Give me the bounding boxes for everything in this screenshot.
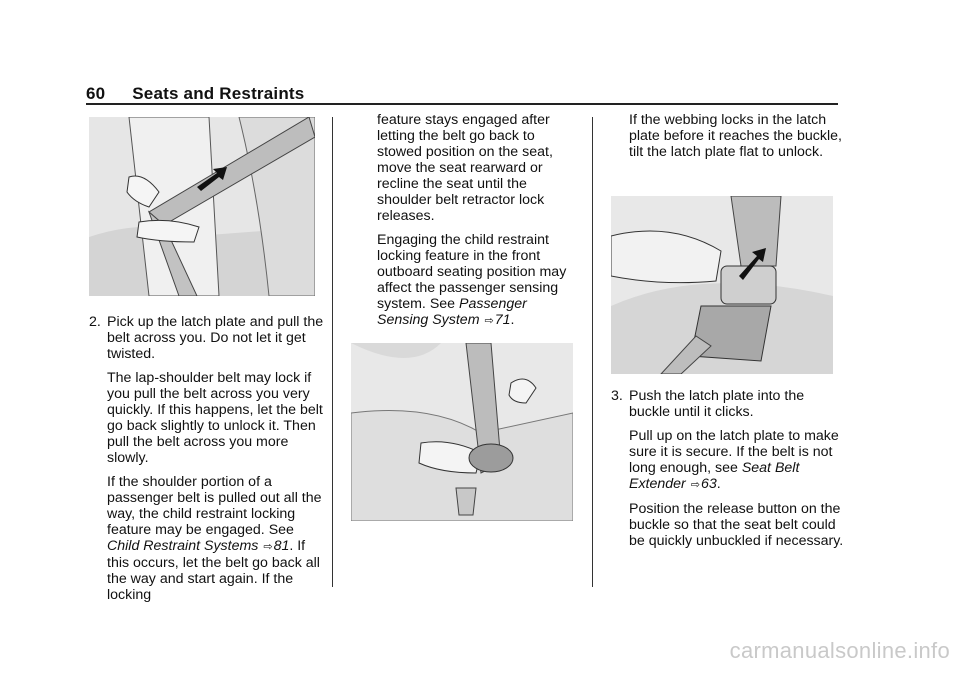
step-2-text: Pick up the latch plate and pull the belt across you. Do not let it get twisted. <box>107 314 324 362</box>
page-number: 60 <box>86 84 106 103</box>
step-3 <box>611 388 846 420</box>
column-divider-1 <box>332 117 333 587</box>
column-1 <box>89 314 327 611</box>
column-divider-2 <box>592 117 593 587</box>
figure-belt-webbing <box>351 343 573 521</box>
col1-p2-text-b: . If this occurs, let the belt go back all the way and start again. If the locking <box>107 538 320 603</box>
section-title: Seats and Restraints <box>132 84 305 103</box>
page-ref-arrow-icon: ⇨ <box>690 478 700 491</box>
step-3-number: 3. <box>611 388 623 404</box>
col3-paragraph-3: Position the release button on the buckle so that the seat belt could be quickly unbuckled if necessary. <box>629 501 844 549</box>
col3-p2-page[interactable]: 63 <box>700 476 717 492</box>
col2-p2-page[interactable]: 71 <box>494 312 511 328</box>
watermark: carmanualsonline.info <box>729 638 950 663</box>
col2-paragraph-1: feature stays engaged after letting the belt go back to stowed position on the seat, move the seat rearward or recline the seat until the shoulder belt retractor lock releases. <box>377 112 553 224</box>
col2-p2-text-b: . <box>510 312 515 328</box>
figure-pull-belt <box>89 117 315 296</box>
header-rule <box>86 103 838 105</box>
page-ref-arrow-icon: ⇨ <box>484 314 494 327</box>
column-2 <box>377 112 577 337</box>
figure-latch-plate <box>611 196 833 374</box>
col2-paragraph-2 <box>377 232 577 329</box>
column-3 <box>611 112 846 168</box>
col2-p2-text-a: Engaging the child restraint locking feature in the front outboard seating position may affect the passenger sensing system. See <box>377 232 567 312</box>
link-passenger-sensing-system[interactable]: Passenger Sensing System <box>377 296 527 328</box>
link-seat-belt-extender[interactable]: Seat Belt Extender <box>629 460 800 492</box>
col1-paragraph-1: The lap-shoulder belt may lock if you pull the belt across you very quickly. If this happens, let the belt go back slightly to unlock it. Then pull the belt across you more slowly. <box>107 370 323 466</box>
col3-paragraph-2 <box>611 428 846 493</box>
column-3-lower <box>611 388 846 557</box>
col3-p2-text-a: Pull up on the latch plate to make sure it is secure. If the belt is not long enough, see <box>629 428 839 476</box>
col1-p2-text-a: If the shoulder portion of a passenger belt is pulled out all the way, the child restraint locking feature may be engaged. See <box>107 474 322 538</box>
page-header <box>86 84 304 104</box>
col1-p2-page[interactable]: 81 <box>273 538 290 554</box>
link-child-restraint-systems[interactable]: Child Restraint Systems <box>107 538 259 554</box>
step-2 <box>89 314 327 362</box>
col3-paragraph-1: If the webbing locks in the latch plate before it reaches the buckle, tilt the latch plate flat to unlock. <box>629 112 842 160</box>
step-3-text: Push the latch plate into the buckle until it clicks. <box>629 388 805 420</box>
step-2-number: 2. <box>89 314 101 330</box>
page-ref-arrow-icon: ⇨ <box>263 540 273 553</box>
col3-p2-text-b: . <box>716 476 721 492</box>
col1-paragraph-2 <box>89 474 327 603</box>
